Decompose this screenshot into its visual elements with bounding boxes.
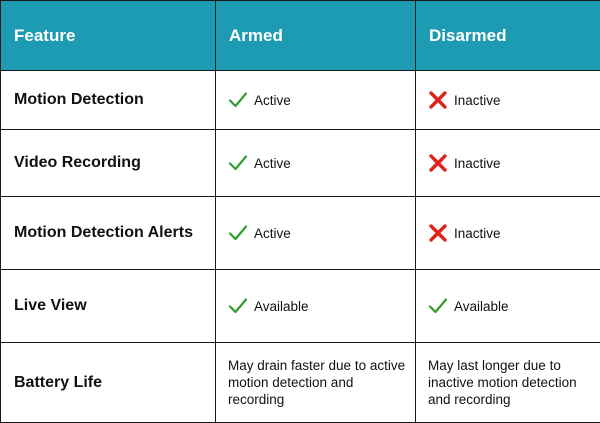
- table-row: [1, 197, 600, 270]
- status-text: Active: [254, 156, 291, 171]
- disarmed-cell: [416, 270, 600, 343]
- disarmed-cell: [416, 71, 600, 130]
- header-row: [1, 1, 600, 71]
- status-text: Available: [254, 299, 309, 314]
- header-disarmed: Disarmed: [416, 1, 600, 71]
- status-text: Available: [454, 299, 509, 314]
- feature-cell: Live View: [1, 270, 216, 343]
- armed-cell: [216, 130, 416, 197]
- status-text: Inactive: [454, 156, 501, 171]
- table-row: [1, 343, 600, 423]
- table-row: [1, 270, 600, 343]
- disarmed-cell: [416, 130, 600, 197]
- armed-cell: [216, 197, 416, 270]
- armed-cell: May drain faster due to active motion detection and recording: [216, 343, 416, 423]
- feature-cell: Video Recording: [1, 130, 216, 197]
- table-row: [1, 71, 600, 130]
- header-armed: Armed: [216, 1, 416, 71]
- status-text: Inactive: [454, 93, 501, 108]
- check-icon: [228, 153, 248, 173]
- disarmed-cell: May last longer due to inactive motion detection and recording: [416, 343, 600, 423]
- check-icon: [228, 296, 248, 316]
- check-icon: [228, 223, 248, 243]
- header-feature: Feature: [1, 1, 216, 71]
- cross-icon: [428, 223, 448, 243]
- feature-cell: Motion Detection Alerts: [1, 197, 216, 270]
- status-text: Active: [254, 226, 291, 241]
- cross-icon: [428, 153, 448, 173]
- table-row: [1, 130, 600, 197]
- cross-icon: [428, 90, 448, 110]
- feature-cell: Motion Detection: [1, 71, 216, 130]
- armed-cell: [216, 71, 416, 130]
- armed-cell: [216, 270, 416, 343]
- check-icon: [228, 90, 248, 110]
- status-text: Inactive: [454, 226, 501, 241]
- feature-cell: Battery Life: [1, 343, 216, 423]
- status-text: Active: [254, 93, 291, 108]
- disarmed-cell: [416, 197, 600, 270]
- check-icon: [428, 296, 448, 316]
